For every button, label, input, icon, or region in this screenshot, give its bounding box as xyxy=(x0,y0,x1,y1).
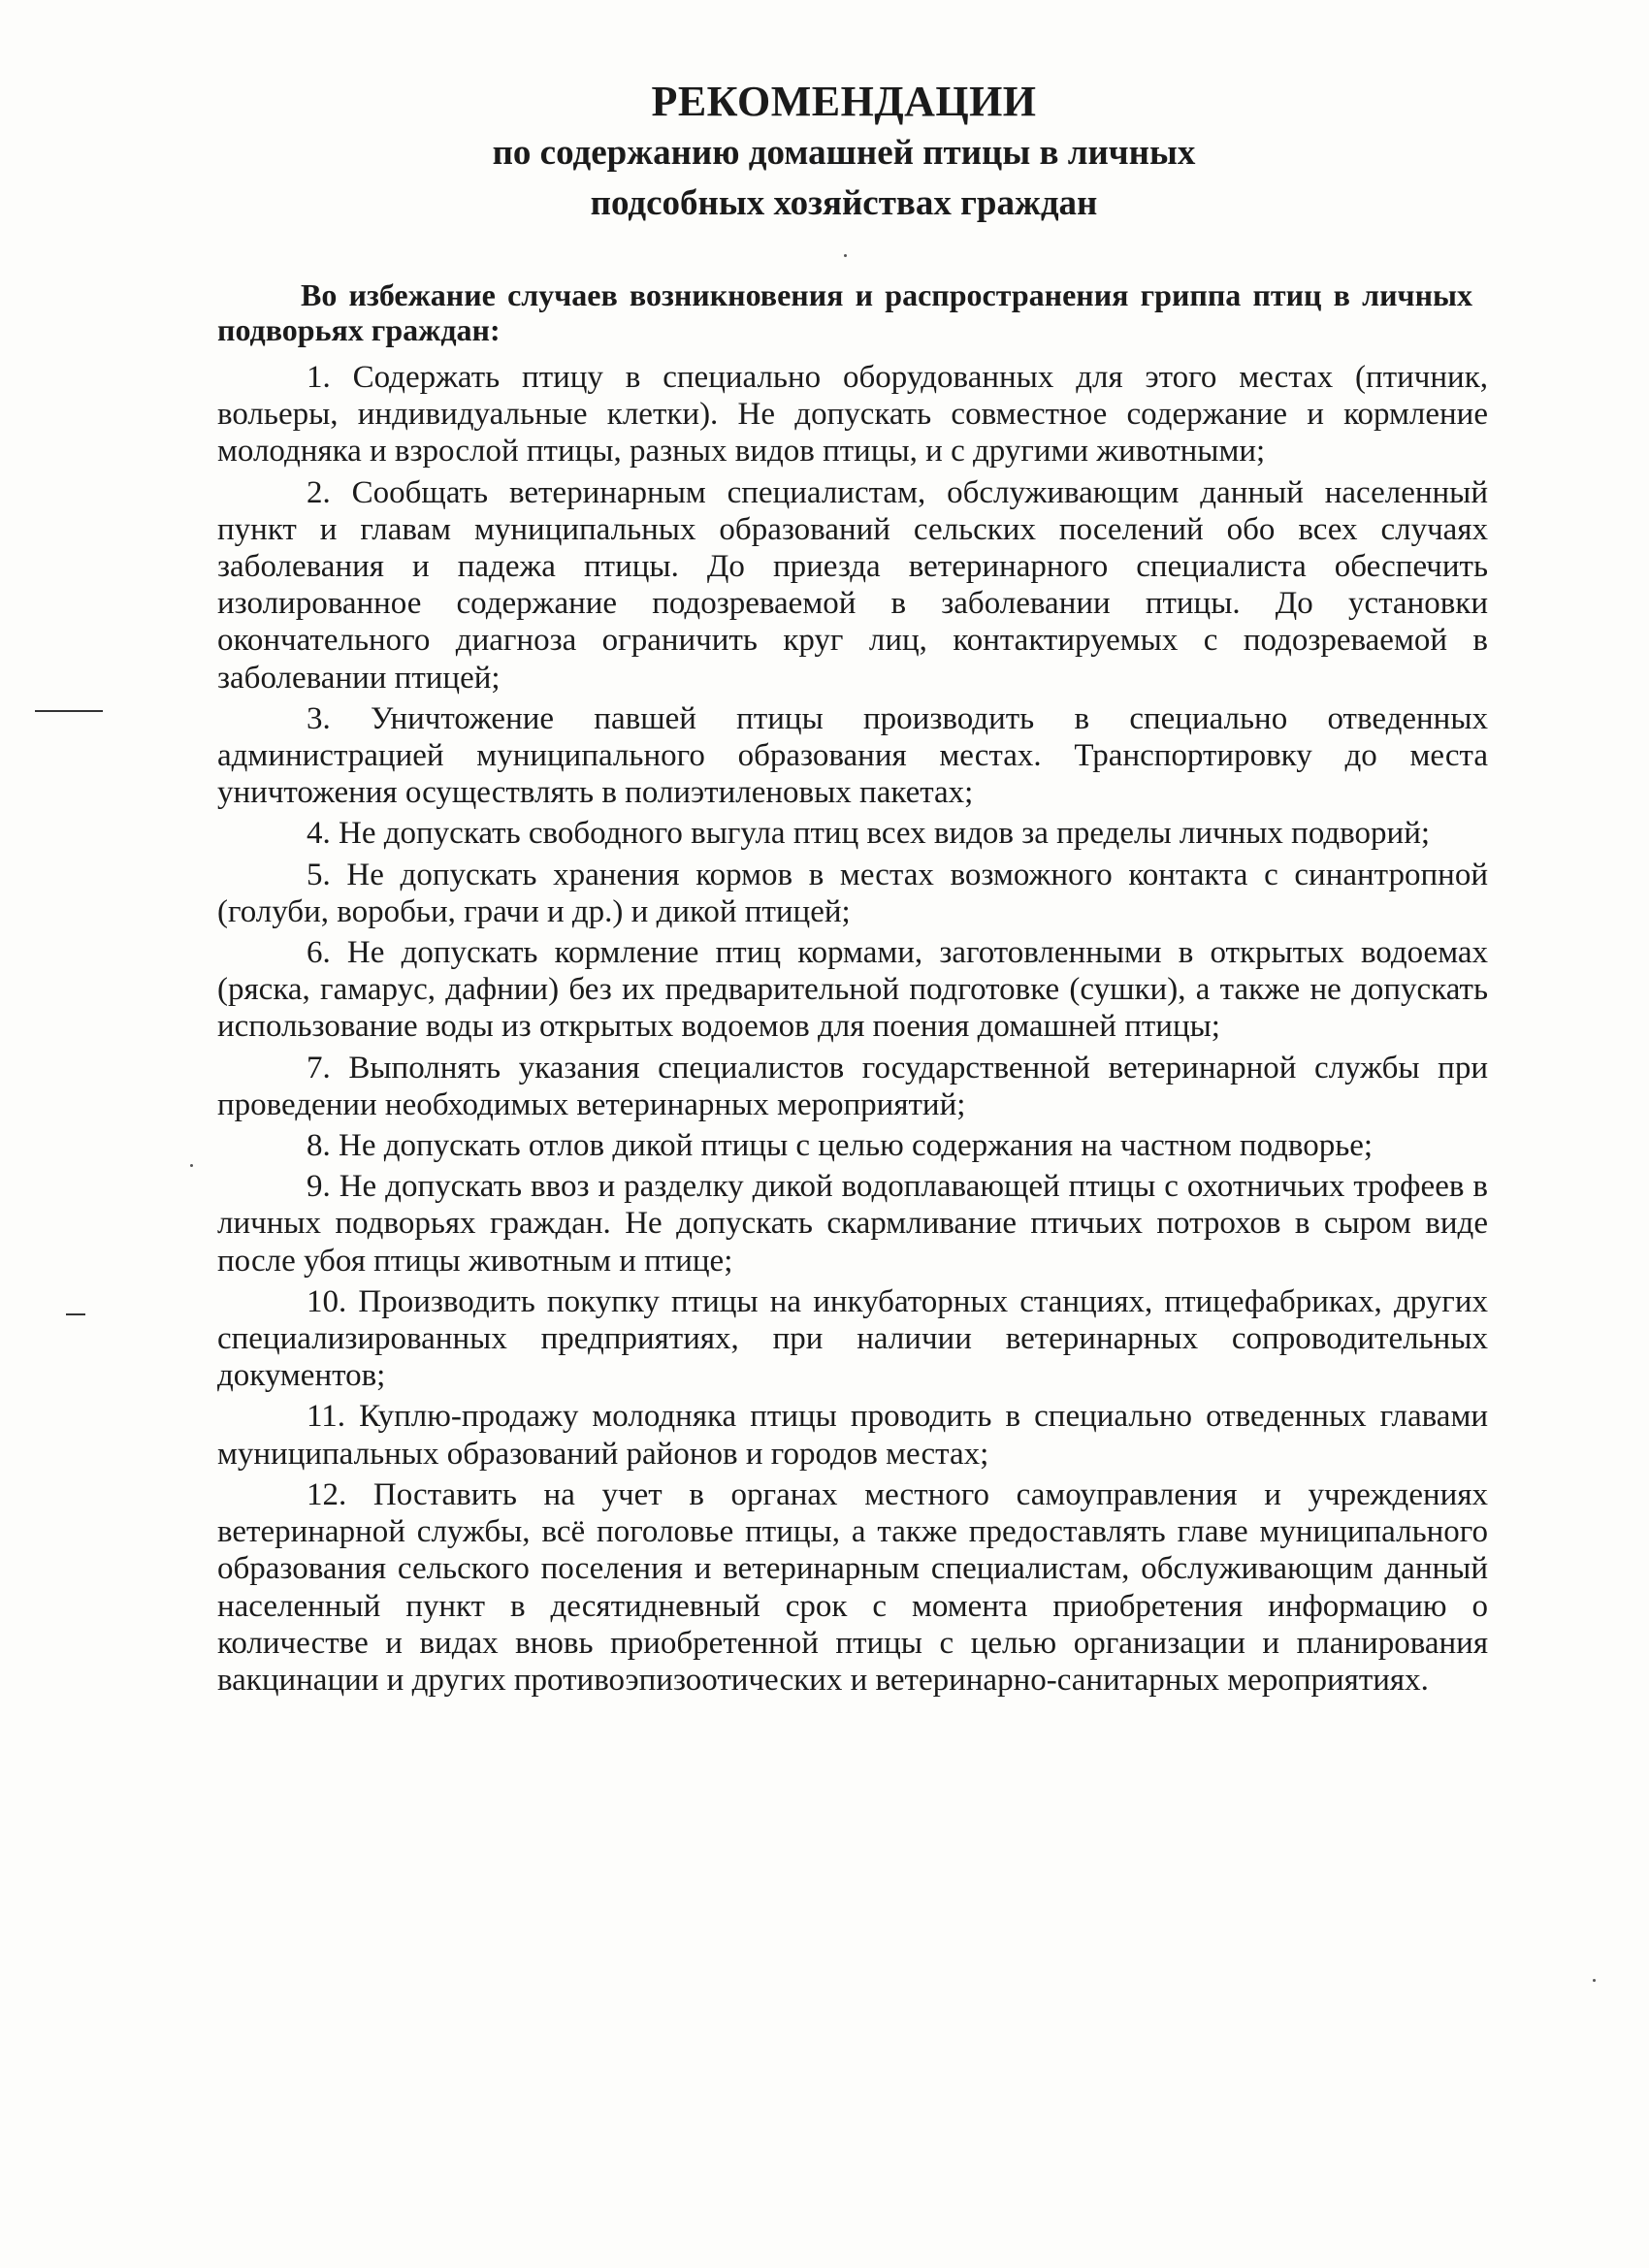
subtitle-line-2: подсобных хозяйствах граждан xyxy=(590,183,1098,223)
list-item: 9. Не допускать ввоз и разделку дикой водоплавающей птицы с охотничьих трофеев в личных подворьях граждан. Не допускать скармливание птичьих потрохов в сыром виде после убоя птицы животным и птице; xyxy=(217,1169,1488,1279)
list-item: 10. Производить покупку птицы на инкубаторных станциях, птицефабриках, других специализированных предприятиях, при наличии ветеринарных сопроводительных документов; xyxy=(217,1283,1488,1394)
list-item: 3. Уничтожение павшей птицы производить в специально отведенных администрацией муниципального образования местах. Транспортировку до места уничтожения осуществлять в полиэтиленовых пакетах; xyxy=(217,700,1488,811)
scan-mark xyxy=(66,1313,85,1315)
title-block xyxy=(194,76,1494,229)
list-item: 11. Куплю-продажу молодняка птицы проводить в специально отведенных главами муниципальных образований районов и городов местах; xyxy=(217,1399,1488,1472)
scan-speck xyxy=(844,254,847,257)
list-item: 5. Не допускать хранения кормов в местах возможного контакта с синантропной (голуби, воробьи, грачи и др.) и дикой птицей; xyxy=(217,857,1488,929)
subtitle-line-1: по содержанию домашней птицы в личных xyxy=(492,133,1196,173)
list-item: 2. Сообщать ветеринарным специалистам, обслуживающим данный населенный пункт и главам муниципальных образований сельских поселений обо всех случаях заболевания и падежа птицы. До приезда ветеринарного специалиста обеспечить изолированное содержание подозреваемой в заболевании птицы. До установки окончательного диагноза ограничить круг лиц, контактируемых с подозреваемой в заболевании птицей; xyxy=(217,474,1488,696)
list-item: 4. Не допускать свободного выгула птиц всех видов за пределы личных подворий; xyxy=(307,816,1431,852)
intro-paragraph: Во избежание случаев возникновения и распространения гриппа птиц в личных подворьях граждан: xyxy=(217,277,1472,347)
recommendation-list xyxy=(217,359,1488,1702)
list-item: 8. Не допускать отлов дикой птицы с целью содержания на частном подворье; xyxy=(307,1128,1374,1164)
list-item: 1. Содержать птицу в специально оборудованных для этого местах (птичник, вольеры, индивидуальные клетки). Не допускать совместное содержание и кормление молодняка и взрослой птицы, разных видов птицы, и с другими животными; xyxy=(217,360,1488,470)
scan-mark xyxy=(35,710,103,712)
list-item: 12. Поставить на учет в органах местного самоуправления и учреждениях ветеринарной службы, всё поголовье птицы, а также предоставлять главе муниципального образования сельского поселения и ветеринарным специалистам, обслуживающим данный населенный пункт в десятидневный срок с момента приобретения информацию о количестве и видах вновь приобретенной птицы с целью организации и планирования вакцинации и других противоэпизоотических и ветеринарно-санитарных мероприятиях. xyxy=(217,1476,1488,1698)
scan-speck xyxy=(1593,1979,1596,1982)
list-item: 6. Не допускать кормление птиц кормами, заготовленными в открытых водоемах (ряска, гамарус, дафнии) без их предварительной подготовке (сушки), а также не допускать использование воды из открытых водоемов для поения домашней птицы; xyxy=(217,935,1488,1045)
page-title: РЕКОМЕНДАЦИИ xyxy=(651,78,1037,125)
scan-speck xyxy=(190,1164,193,1167)
list-item: 7. Выполнять указания специалистов государственной ветеринарной службы при проведении необходимых ветеринарных мероприятий; xyxy=(217,1050,1488,1122)
